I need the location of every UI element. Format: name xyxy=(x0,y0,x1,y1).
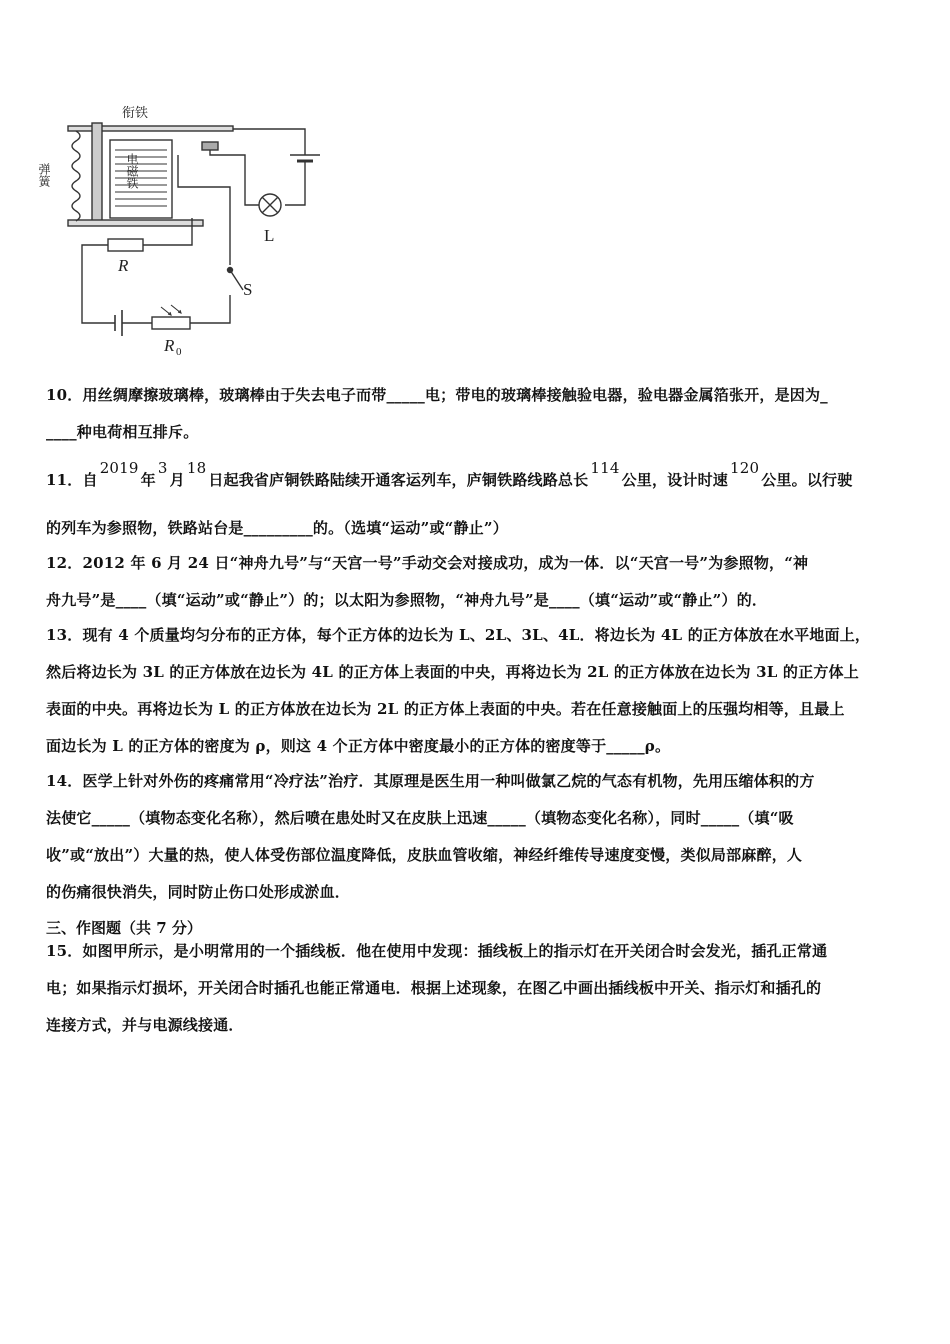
section-heading-drawing: 三、作图题（共 7 分） xyxy=(46,919,202,937)
label-electromagnet: 电磁铁 xyxy=(125,153,139,189)
question-15-line3: 连接方式，并与电源线接通． xyxy=(46,1016,244,1034)
label-photoresistor-sub: 0 xyxy=(176,346,182,358)
spring-coil xyxy=(72,131,80,221)
label-spring: 弹簧 xyxy=(37,163,51,187)
question-14-line2: 法使它_____（填物态变化名称），然后喷在患处时又在皮肤上迅速_____（填物态变化名称），同时_____（填“吸 xyxy=(46,809,794,827)
q11-month: 3 xyxy=(157,459,168,477)
q11-text: 11．自 xyxy=(46,471,98,489)
q11-text: 公里。以行驶 xyxy=(761,471,853,489)
relay-circuit-diagram xyxy=(37,95,320,365)
question-15-line2: 电；如果指示灯损坏，开关闭合时插孔也能正常通电．根据上述现象，在图乙中画出插线板中开关、指示灯和插孔的 xyxy=(46,979,822,997)
question-12-line1: 12．2012 年 6 月 24 日“神舟九号”与“天宫一号”手动交会对接成功，成为一体．以“天宫一号”为参照物，“神 xyxy=(46,554,809,572)
base-plate xyxy=(68,220,203,226)
q11-text: 日起我省庐铜铁路陆续开通客运列车，庐铜铁路线路总长 xyxy=(208,471,589,489)
label-lamp: L xyxy=(264,226,275,245)
relay-contact xyxy=(202,142,218,150)
q11-text: 月 xyxy=(169,471,185,489)
q11-year: 2019 xyxy=(99,459,139,477)
iron-post xyxy=(92,123,102,223)
question-10-line1: 10．用丝绸摩擦玻璃棒，玻璃棒由于失去电子而带_____电；带电的玻璃棒接触验电器，验电器金属箔张开，是因为_ xyxy=(46,386,828,404)
label-photoresistor: R xyxy=(164,336,175,355)
question-11-line1 xyxy=(46,459,908,499)
label-resistor: R xyxy=(118,256,129,275)
q11-length: 114 xyxy=(590,459,620,477)
label-armature: 衔铁 xyxy=(122,106,149,121)
question-14-line1: 14．医学上针对外伤的疼痛常用“冷疗法”治疗．其原理是医生用一种叫做氯乙烷的气态有机物，先用压缩体积的方 xyxy=(46,772,815,790)
question-10-line2: ____种电荷相互排斥。 xyxy=(46,423,199,441)
question-14-line4: 的伤痛很快消失，同时防止伤口处形成淤血． xyxy=(46,883,351,901)
switch-S-blade xyxy=(230,270,243,290)
label-switch: S xyxy=(243,280,253,299)
question-11-line2: 的列车为参照物，铁路站台是_________的。（选填“运动”或“静止”） xyxy=(46,519,508,537)
question-15-line1: 15．如图甲所示，是小明常用的一个插线板．他在使用中发现：插线板上的指示灯在开关闭合时会发光，插孔正常通 xyxy=(46,942,828,960)
photoresistor-R0 xyxy=(152,317,190,329)
question-13-line2: 然后将边长为 3L 的正方体放在边长为 4L 的正方体上表面的中央，再将边长为 2L 的正方体放在边长为 3L 的正方体上 xyxy=(46,663,859,681)
resistor-R xyxy=(108,239,143,251)
q11-day: 18 xyxy=(186,459,207,477)
q11-text: 公里，设计时速 xyxy=(621,471,728,489)
question-13-line4: 面边长为 L 的正方体的密度为 ρ，则这 4 个正方体中密度最小的正方体的密度等于_____ρ。 xyxy=(46,737,671,755)
question-13-line1: 13．现有 4 个质量均匀分布的正方体，每个正方体的边长为 L、2L、3L、4L．将边长为 4L 的正方体放在水平地面上， xyxy=(46,626,871,644)
question-14-line3: 收”或“放出”）大量的热，使人体受伤部位温度降低，皮肤血管收缩，神经纤维传导速度变慢，类似局部麻醉，人 xyxy=(46,846,803,864)
q11-text: 年 xyxy=(140,471,156,489)
question-13-line3: 表面的中央。再将边长为 L 的正方体放在边长为 2L 的正方体上表面的中央。若在任意接触面上的压强均相等，且最上 xyxy=(46,700,845,718)
q11-speed: 120 xyxy=(729,459,760,477)
question-12-line2: 舟九号”是____（填“运动”或“静止”）的；以太阳为参照物，“神舟九号”是____（填“运动”或“静止”）的． xyxy=(46,591,768,609)
